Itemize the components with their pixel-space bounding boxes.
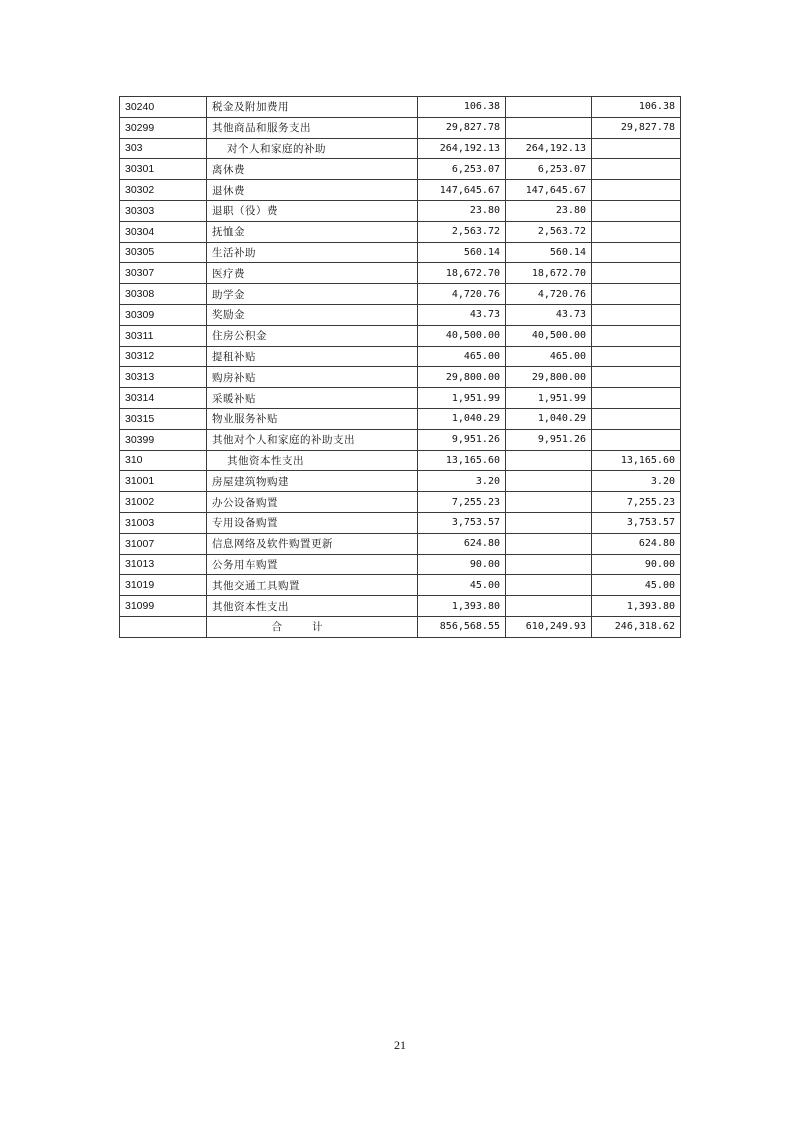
table-row: [120, 554, 681, 575]
code-cell: 30311: [120, 325, 207, 346]
project-amount-cell: [592, 429, 681, 450]
total-amount-cell: 465.00: [418, 346, 506, 367]
table-row: [120, 242, 681, 263]
basic-amount-cell: 4,720.76: [506, 284, 592, 305]
code-cell: 31007: [120, 533, 207, 554]
code-cell: 30299: [120, 117, 207, 138]
project-amount-cell: [592, 325, 681, 346]
code-cell: 31001: [120, 471, 207, 492]
project-amount-cell: [592, 263, 681, 284]
total-label-cell: 合计: [207, 616, 418, 637]
basic-amount-cell: 23.80: [506, 200, 592, 221]
total-amount-cell: 560.14: [418, 242, 506, 263]
project-amount-cell: [592, 408, 681, 429]
total-amount-cell: 1,951.99: [418, 388, 506, 409]
name-cell: 提租补贴: [207, 346, 418, 367]
total-amount-cell: 3,753.57: [418, 512, 506, 533]
code-cell: 303: [120, 138, 207, 159]
total-amount-cell: 7,255.23: [418, 492, 506, 513]
name-cell: 奖励金: [207, 304, 418, 325]
table-row: [120, 471, 681, 492]
name-cell: 其他商品和服务支出: [207, 117, 418, 138]
table-row: [120, 450, 681, 471]
project-amount-cell: [592, 346, 681, 367]
total-amount-cell: 9,951.26: [418, 429, 506, 450]
basic-amount-cell: 9,951.26: [506, 429, 592, 450]
grand-basic-amount-cell: 610,249.93: [506, 616, 592, 637]
basic-amount-cell: 147,645.67: [506, 180, 592, 201]
table-row: [120, 512, 681, 533]
basic-amount-cell: 29,800.00: [506, 367, 592, 388]
code-cell: 30309: [120, 304, 207, 325]
total-amount-cell: 2,563.72: [418, 221, 506, 242]
basic-amount-cell: 264,192.13: [506, 138, 592, 159]
name-cell: 其他资本性支出: [207, 596, 418, 617]
basic-amount-cell: [506, 575, 592, 596]
project-amount-cell: [592, 242, 681, 263]
total-amount-cell: 3.20: [418, 471, 506, 492]
basic-amount-cell: 18,672.70: [506, 263, 592, 284]
project-amount-cell: 29,827.78: [592, 117, 681, 138]
code-cell: 31002: [120, 492, 207, 513]
table-row: [120, 367, 681, 388]
name-cell: 医疗费: [207, 263, 418, 284]
project-amount-cell: [592, 304, 681, 325]
name-cell: 信息网络及软件购置更新: [207, 533, 418, 554]
name-cell: 退休费: [207, 180, 418, 201]
code-cell: 30308: [120, 284, 207, 305]
total-amount-cell: 90.00: [418, 554, 506, 575]
table-row: [120, 325, 681, 346]
basic-amount-cell: 6,253.07: [506, 159, 592, 180]
table-row: [120, 180, 681, 201]
name-cell: 其他交通工具购置: [207, 575, 418, 596]
project-amount-cell: [592, 284, 681, 305]
table-row: [120, 346, 681, 367]
name-cell: 其他资本性支出: [207, 450, 418, 471]
project-amount-cell: [592, 367, 681, 388]
basic-amount-cell: [506, 596, 592, 617]
code-cell: 30314: [120, 388, 207, 409]
name-cell: 公务用车购置: [207, 554, 418, 575]
table-row: [120, 159, 681, 180]
basic-amount-cell: [506, 450, 592, 471]
name-cell: 对个人和家庭的补助: [207, 138, 418, 159]
total-amount-cell: 23.80: [418, 200, 506, 221]
total-amount-cell: 264,192.13: [418, 138, 506, 159]
table-row: [120, 138, 681, 159]
project-amount-cell: 45.00: [592, 575, 681, 596]
grand-project-amount-cell: 246,318.62: [592, 616, 681, 637]
name-cell: 抚恤金: [207, 221, 418, 242]
table-row: [120, 408, 681, 429]
code-cell: 30305: [120, 242, 207, 263]
table-row: [120, 304, 681, 325]
expenditure-table: [119, 96, 681, 638]
total-amount-cell: 45.00: [418, 575, 506, 596]
basic-amount-cell: [506, 471, 592, 492]
total-code-cell: [120, 616, 207, 637]
basic-amount-cell: [506, 97, 592, 118]
project-amount-cell: [592, 221, 681, 242]
name-cell: 物业服务补贴: [207, 408, 418, 429]
table-row: [120, 117, 681, 138]
name-cell: 助学金: [207, 284, 418, 305]
table-row: [120, 596, 681, 617]
total-amount-cell: 1,040.29: [418, 408, 506, 429]
basic-amount-cell: 1,951.99: [506, 388, 592, 409]
basic-amount-cell: [506, 533, 592, 554]
project-amount-cell: 1,393.80: [592, 596, 681, 617]
total-amount-cell: 147,645.67: [418, 180, 506, 201]
name-cell: 退职（役）费: [207, 200, 418, 221]
code-cell: 30307: [120, 263, 207, 284]
table-row: [120, 533, 681, 554]
code-cell: 30304: [120, 221, 207, 242]
total-amount-cell: 40,500.00: [418, 325, 506, 346]
page-number: 21: [394, 1038, 406, 1052]
table-row: [120, 429, 681, 450]
code-cell: 31013: [120, 554, 207, 575]
project-amount-cell: 3,753.57: [592, 512, 681, 533]
total-amount-cell: 43.73: [418, 304, 506, 325]
total-amount-cell: 1,393.80: [418, 596, 506, 617]
table-row: [120, 221, 681, 242]
basic-amount-cell: 560.14: [506, 242, 592, 263]
name-cell: 离休费: [207, 159, 418, 180]
code-cell: 31019: [120, 575, 207, 596]
code-cell: 30301: [120, 159, 207, 180]
name-cell: 购房补贴: [207, 367, 418, 388]
total-amount-cell: 4,720.76: [418, 284, 506, 305]
total-amount-cell: 13,165.60: [418, 450, 506, 471]
code-cell: 30313: [120, 367, 207, 388]
project-amount-cell: 624.80: [592, 533, 681, 554]
code-cell: 31003: [120, 512, 207, 533]
name-cell: 税金及附加费用: [207, 97, 418, 118]
basic-amount-cell: [506, 512, 592, 533]
table-row: [120, 388, 681, 409]
basic-amount-cell: 465.00: [506, 346, 592, 367]
total-amount-cell: 6,253.07: [418, 159, 506, 180]
grand-total-amount-cell: 856,568.55: [418, 616, 506, 637]
project-amount-cell: [592, 388, 681, 409]
code-cell: 30399: [120, 429, 207, 450]
name-cell: 生活补助: [207, 242, 418, 263]
basic-amount-cell: 1,040.29: [506, 408, 592, 429]
project-amount-cell: [592, 159, 681, 180]
table-row: [120, 575, 681, 596]
total-row: [120, 616, 681, 637]
table-row: [120, 97, 681, 118]
name-cell: 住房公积金: [207, 325, 418, 346]
name-cell: 办公设备购置: [207, 492, 418, 513]
project-amount-cell: 90.00: [592, 554, 681, 575]
name-cell: 其他对个人和家庭的补助支出: [207, 429, 418, 450]
name-cell: 专用设备购置: [207, 512, 418, 533]
code-cell: 30240: [120, 97, 207, 118]
code-cell: 310: [120, 450, 207, 471]
project-amount-cell: [592, 180, 681, 201]
table-body: [120, 97, 681, 638]
table-row: [120, 492, 681, 513]
basic-amount-cell: [506, 117, 592, 138]
total-amount-cell: 624.80: [418, 533, 506, 554]
table-row: [120, 284, 681, 305]
code-cell: 30312: [120, 346, 207, 367]
total-amount-cell: 106.38: [418, 97, 506, 118]
code-cell: 30303: [120, 200, 207, 221]
basic-amount-cell: 40,500.00: [506, 325, 592, 346]
basic-amount-cell: 2,563.72: [506, 221, 592, 242]
basic-amount-cell: [506, 492, 592, 513]
total-amount-cell: 29,800.00: [418, 367, 506, 388]
basic-amount-cell: [506, 554, 592, 575]
project-amount-cell: [592, 138, 681, 159]
project-amount-cell: 106.38: [592, 97, 681, 118]
table-row: [120, 200, 681, 221]
name-cell: 房屋建筑物购建: [207, 471, 418, 492]
project-amount-cell: 13,165.60: [592, 450, 681, 471]
total-amount-cell: 18,672.70: [418, 263, 506, 284]
code-cell: 30315: [120, 408, 207, 429]
project-amount-cell: 7,255.23: [592, 492, 681, 513]
total-amount-cell: 29,827.78: [418, 117, 506, 138]
project-amount-cell: [592, 200, 681, 221]
name-cell: 采暖补贴: [207, 388, 418, 409]
code-cell: 30302: [120, 180, 207, 201]
basic-amount-cell: 43.73: [506, 304, 592, 325]
code-cell: 31099: [120, 596, 207, 617]
table-row: [120, 263, 681, 284]
project-amount-cell: 3.20: [592, 471, 681, 492]
